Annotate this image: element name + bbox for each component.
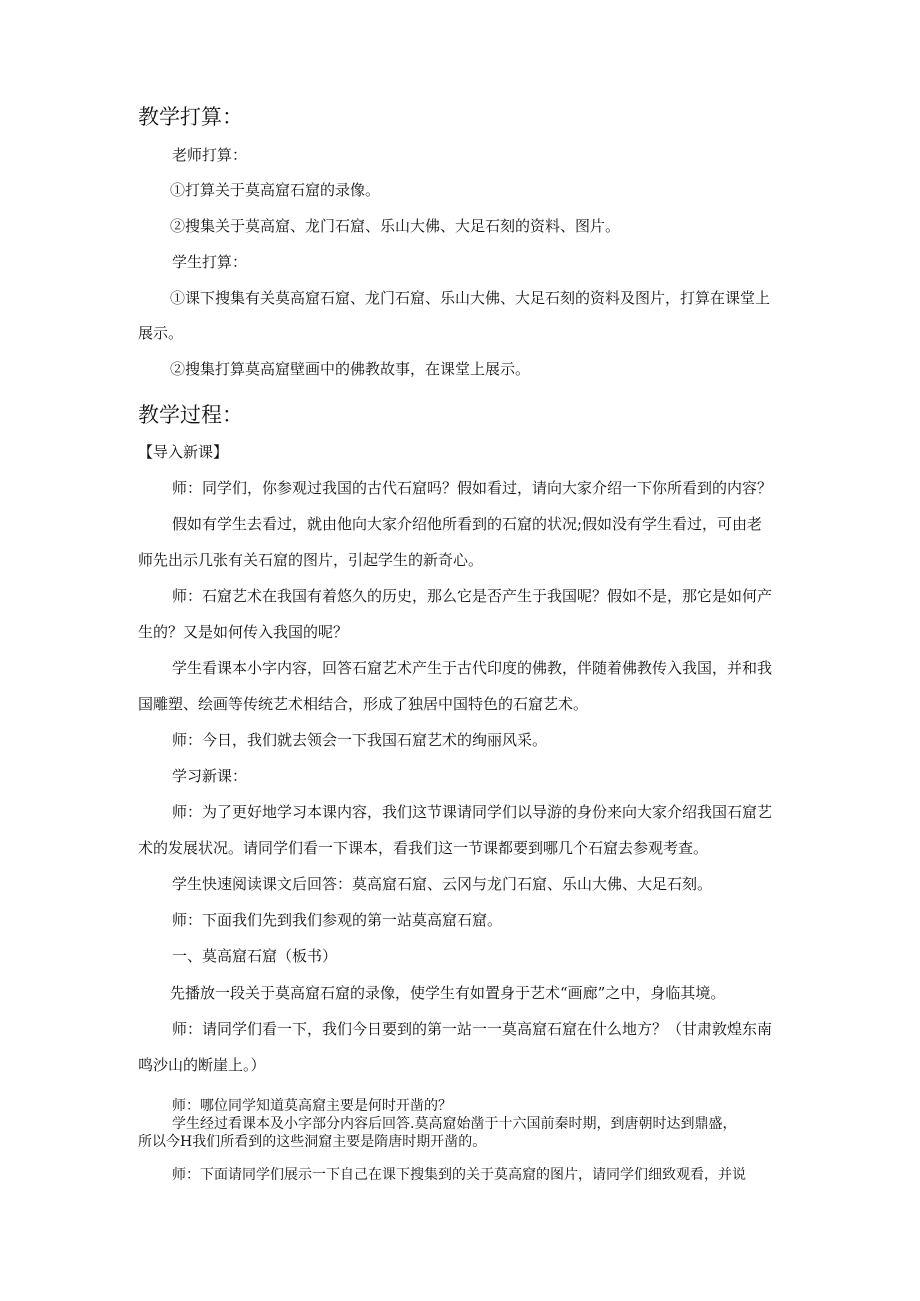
paragraph-cont: 所以今H我们所看到的这些洞窟主要是隋唐时期开凿的。 [138,1134,487,1150]
paragraph: 师：下面我们先到我们参观的第一站莫高窟石窟。 [172,911,503,929]
paragraph-cont: 生的？又是如何传入我国的呢？ [138,623,349,641]
paragraph: 师：下面请同学们展示一下自己在课下搜集到的关于莫高窟的图片，请同学们细致观看，并说 [172,1167,746,1183]
paragraph: 师：哪位同学知道莫高窟主要是何时开凿的？ [172,1098,452,1114]
paragraph: 假如有学生去看过，就由他向大家介绍他所看到的石窟的状况;假如没有学生看过，可由老 [172,515,763,533]
student-prep-item-cont: 展示。 [138,324,184,342]
paragraph: 师：今日，我们就去领会一下我国石窟艺术的绚丽风采。 [172,731,548,749]
paragraph: 师：同学们，你参观过我国的古代石窟吗？假如看过，请向大家介绍一下你所看到的内容？ [172,479,773,497]
teacher-prep-label: 老师打算： [172,146,248,164]
paragraph-cont: 鸣沙山的断崖上。） [138,1056,266,1074]
intro-section-label: 【导入新课】 [138,443,229,461]
paragraph: 师：为了更好地学习本课内容，我们这节课请同学们以导游的身份来向大家介绍我国石窟艺 [172,803,773,821]
paragraph: 师：请同学们看一下，我们今日要到的第一站一一莫高窟石窟在什么地方？（甘肃敦煌东南 [172,1020,773,1038]
student-prep-item: ①课下搜集有关莫高窟石窟、龙门石窟、乐山大佛、大足石刻的资料及图片，打算在课堂上 [170,289,771,307]
heading-teaching-preparation: 教学打算： [138,105,243,129]
paragraph: 先播放一段关于莫高窟石窟的录像，使学生有如置身于艺术“画廊”之中，身临其境。 [170,984,726,1002]
new-lesson-label: 学习新课： [172,767,248,785]
student-prep-label: 学生打算： [172,253,248,271]
teacher-prep-item: ②搜集关于莫高窟、龙门石窟、乐山大佛、大足石刻的资料、图片。 [170,217,621,235]
paragraph-cont: 术的发展状况。请同学们看一下课本，看我们这一节课都要到哪几个石窟去参观考查。 [138,839,709,857]
teacher-prep-item: ①打算关于莫高窟石窟的录像。 [170,181,381,199]
paragraph: 学生经过看课本及小字部分内容后回答.莫高窟始凿于十六国前秦时期，到唐朝时达到鼎盛， [172,1116,737,1132]
paragraph: 学生快速阅读课文后回答：莫高窟石窟、云冈与龙门石窟、乐山大佛、大足石刻。 [172,875,713,893]
paragraph-cont: 师先出示几张有关石窟的图片，引起学生的新奇心。 [138,551,484,569]
student-prep-item: ②搜集打算莫高窟壁画中的佛教故事，在课堂上展示。 [170,360,531,378]
paragraph: 师：石窟艺术在我国有着悠久的历史，那么它是否产生于我国呢？假如不是，那它是如何产 [172,587,773,605]
paragraph-cont: 国雕塑、绘画等传统艺术相结合，形成了独居中国特色的石窟艺术。 [138,695,589,713]
section-heading: 一、莫高窟石窟（板书） [172,947,338,965]
paragraph: 学生看课本小字内容，回答石窟艺术产生于古代印度的佛教，伴随着佛教传入我国，并和我 [172,659,773,677]
heading-teaching-process: 教学过程： [138,403,243,427]
